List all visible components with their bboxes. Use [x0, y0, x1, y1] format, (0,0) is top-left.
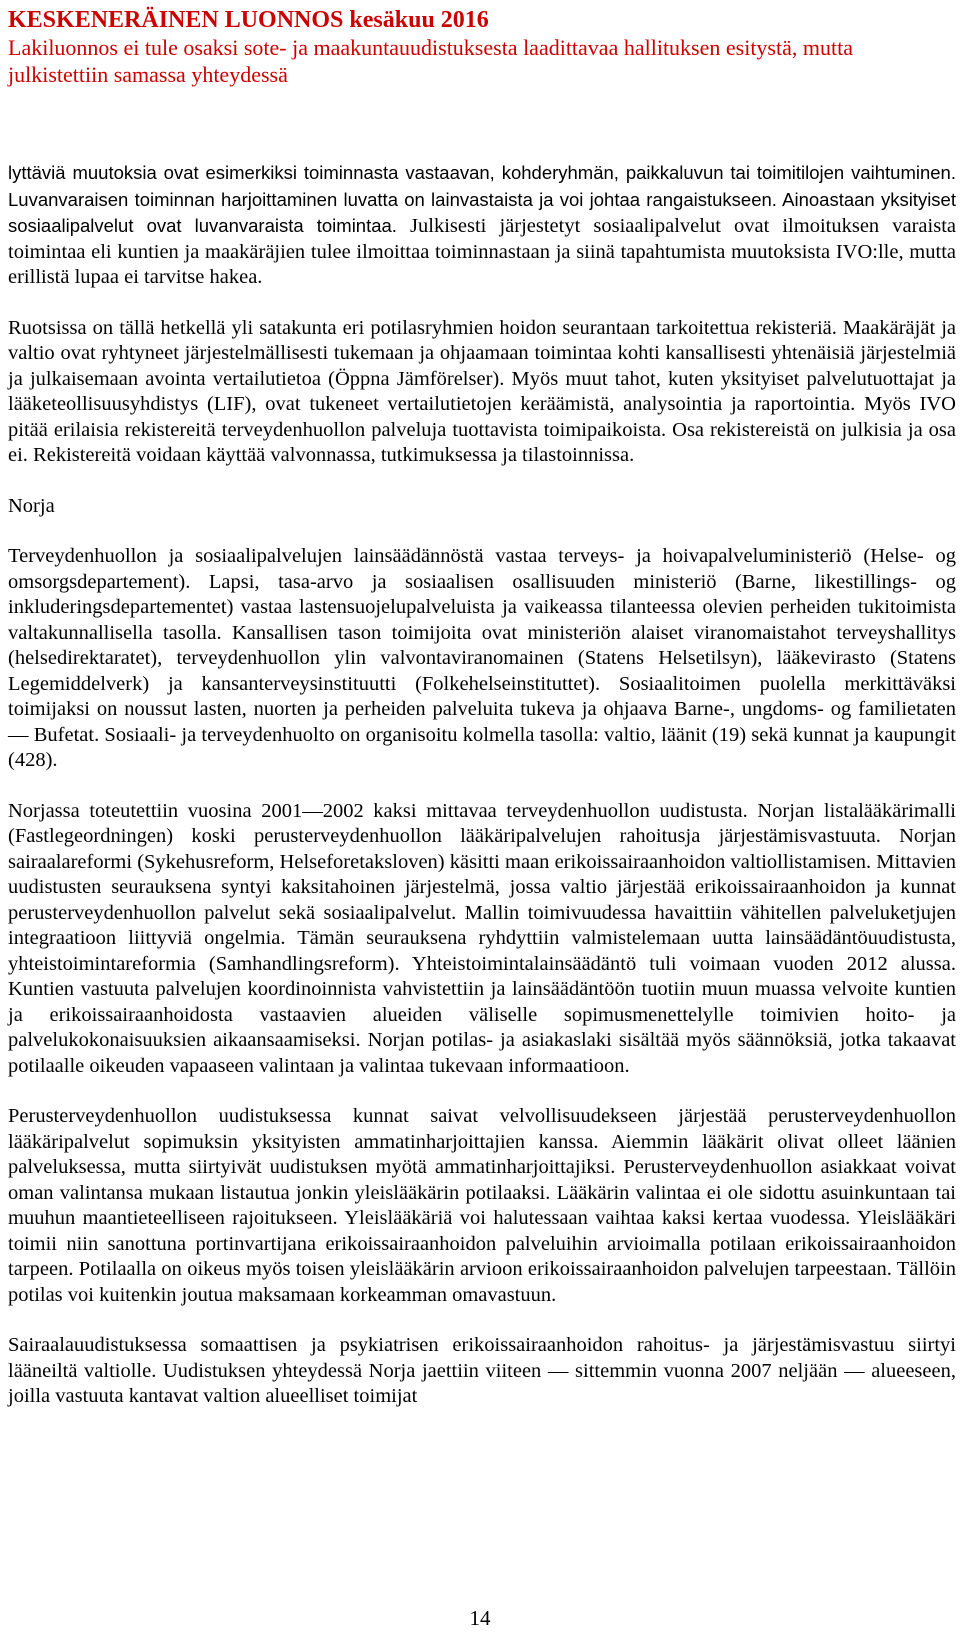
document-body [8, 160, 956, 1435]
paragraph-norway-legislation: Terveydenhuollon ja sosiaalipalvelujen lainsäädännöstä vastaa terveys- ja hoivapalveluministeriö (Helse- og omsorgsdepartement). Lapsi, tasa-arvo ja sosiaalisen osallisuuden ministeriö (Barne, likestillings- og inkluderingsdepartementet) vastaa lastensuojelupalveluista ja vaikeassa tilanteessa olevien perheiden tukitoimista valtakunnallisella tasolla. Kansallisen tason toimijoita ovat ministeriön alaiset viranomaistahot terveyshallitys (helsedirektaratet), terveydenhuollon ylin valvontaviranomainen (Statens Helsetilsyn), lääkevirasto (Statens Legemiddelverk) ja kansanterveysinstituutti (Folkehelseinstituttet). Sosiaalitoimen puolella merkittäväksi toimijaksi on noussut lasten, nuorten ja perheiden palveluita tukeva ja ohjaava Barne-, ungdoms- og familietaten — Bufetat. Sosiaali- ja terveydenhuolto on organisoitu kolmella tasolla: valtio, läänit (19) sekä kunnat ja kaupungit (428). [8, 545, 956, 771]
section-heading-norway: Norja [8, 494, 55, 517]
document-header [8, 6, 956, 88]
paragraph-sweden-registers: Ruotsissa on tällä hetkellä yli satakunta eri potilasryhmien hoidon seurantaan tarkoitettua rekisteriä. Maakäräjät ja valtio ovat ryhtyneet järjestelmällisesti tukemaan ja ohjaamaan toimintaa kohti kansallisesti yhtenäisiä järjestelmiä ja julkaisemaan avointa vertailutietoa (Öppna Jämförelser). Myös muut tahot, kuten yksityiset palvelutuottajat ja lääketeollisuusyhdistys (LIF), ovat tukeneet vertailutietojen keräämistä, analysointia ja raportointia. Myös IVO pitää erilaisia rekistereitä terveydenhuollon palveluja tuottavista toimipaikoista. Osa rekistereistä on julkisia ja osa ei. Rekistereitä voidaan käyttää valvonnassa, tutkimuksessa ja tilastoinnissa. [8, 316, 956, 466]
paragraph-hospital-reform: Sairaalauudistuksessa somaattisen ja psykiatrisen erikoissairaanhoidon rahoitus- ja järjestämisvastuu siirtyi lääneiltä valtiolle. Uudistuksen yhteydessä Norja jaettiin viiteen — sittemmin vuonna 2007 neljään — alueeseen, joilla vastuuta kantavat valtion alueelliset toimijat [8, 1334, 956, 1407]
paragraph-licensing-serif: Julkisesti järjestetyt sosiaalipalvelut ovat ilmoituksen varaista toimintaa eli kuntien ja maakäräjien tulee ilmoittaa toiminnastaan ja siinä tapahtumista muutoksista IVO:lle, mutta erillistä lupaa ei tarvitse hakea. [8, 215, 956, 288]
paragraph-licensing [8, 160, 956, 291]
paragraph-primary-care-reform: Perusterveydenhuollon uudistuksessa kunnat saivat velvollisuudekseen järjestää perusterveydenhuollon lääkäripalvelut sopimuksin yksityisten ammatinharjoittajien kanssa. Aiemmin lääkärit olivat olleet läänien palveluksessa, mutta siirtyivät uudistuksen myötä ammatinharjoittajiksi. Perusterveydenhuollon asiakkaat voivat oman valintansa mukaan listautua jonkin yleislääkärin potilaaksi. Lääkärin valintaa ei ole sidottu asuinkuntaan tai muuhun maantieteelliseen rajoitukseen. Yleislääkäriä voi halutessaan vaihtaa kaksi kertaa vuodessa. Yleislääkäri toimii niin sanottuna portinvartijana erikoissairaanhoidon palveluihin arvioimalla potilaan erikoissairaanhoidon tarpeen. Potilaalla on oikeus myös toisen yleislääkärin arvioon erikoissairaanhoidon palvelujen tarpeestaan. Tällöin potilas voi kuitenkin joutua maksamaan korkeamman omavastuun. [8, 1105, 956, 1306]
page-number: 14 [469, 1606, 491, 1630]
draft-subtitle: Lakiluonnos ei tule osaksi sote- ja maakuntauudistuksesta laadittavaa hallituksen esitystä, mutta julkistettiin samassa yhteydessä [8, 35, 853, 87]
draft-title: KESKENERÄINEN LUONNOS kesäkuu 2016 [8, 7, 489, 33]
paragraph-licensing-sans: lyttäviä muutoksia ovat esimerkiksi toiminnasta vastaavan, kohderyhmän, paikkaluvun tai toimitilojen vaihtuminen. Luvanvaraisen toiminnan harjoittaminen luvatta on lainvastaista ja voi johtaa rangaistukseen. Ainoastaan yksityiset sosiaalipalvelut ovat luvanvaraista toimintaa. [8, 162, 956, 236]
paragraph-norway-reforms: Norjassa toteutettiin vuosina 2001—2002 kaksi mittavaa terveydenhuollon uudistusta. Norjan listalääkärimalli (Fastlegeordningen) koski perusterveydenhuollon lääkäripalvelujen rahoitusja järjestämisvastuuta. Norjan sairaalareformi (Sykehusreform, Helseforetaksloven) käsitti maan erikoissairaanhoidon valtiollistamisen. Mittavien uudistusten seurauksena syntyi kaksitahoinen järjestelmä, jossa valtio järjestää erikoissairaanhoidon ja kunnat perusterveydenhuollon palvelut sekä sosiaalipalvelut. Mallin toimivuudessa havaittiin vähitellen palveluketjujen integraatioon liittyviä ongelmia. Tämän seurauksena ryhdyttiin valmistelemaan uutta lainsäädäntöuudistusta, yhteistoimintareformia (Samhandlingsreform). Yhteistoimintalainsäädäntö tuli voimaan vuoden 2012 alussa. Kuntien vastuuta palvelujen koordinoinnista vahvistettiin ja lainsäädäntöön tuotiin muun muassa velvoite kuntien ja erikoissairaanhoidosta vastaavien alueiden väliselle sopimusmenettelylle toimivien hoito- ja palvelukokonaisuuksien aikaansaamiseksi. Norjan potilas- ja asiakaslaki sisältää myös säännöksiä, jotka takaavat potilaalle oikeuden vapaaseen valintaan ja valintaa tukevaan informaatioon. [8, 799, 956, 1077]
